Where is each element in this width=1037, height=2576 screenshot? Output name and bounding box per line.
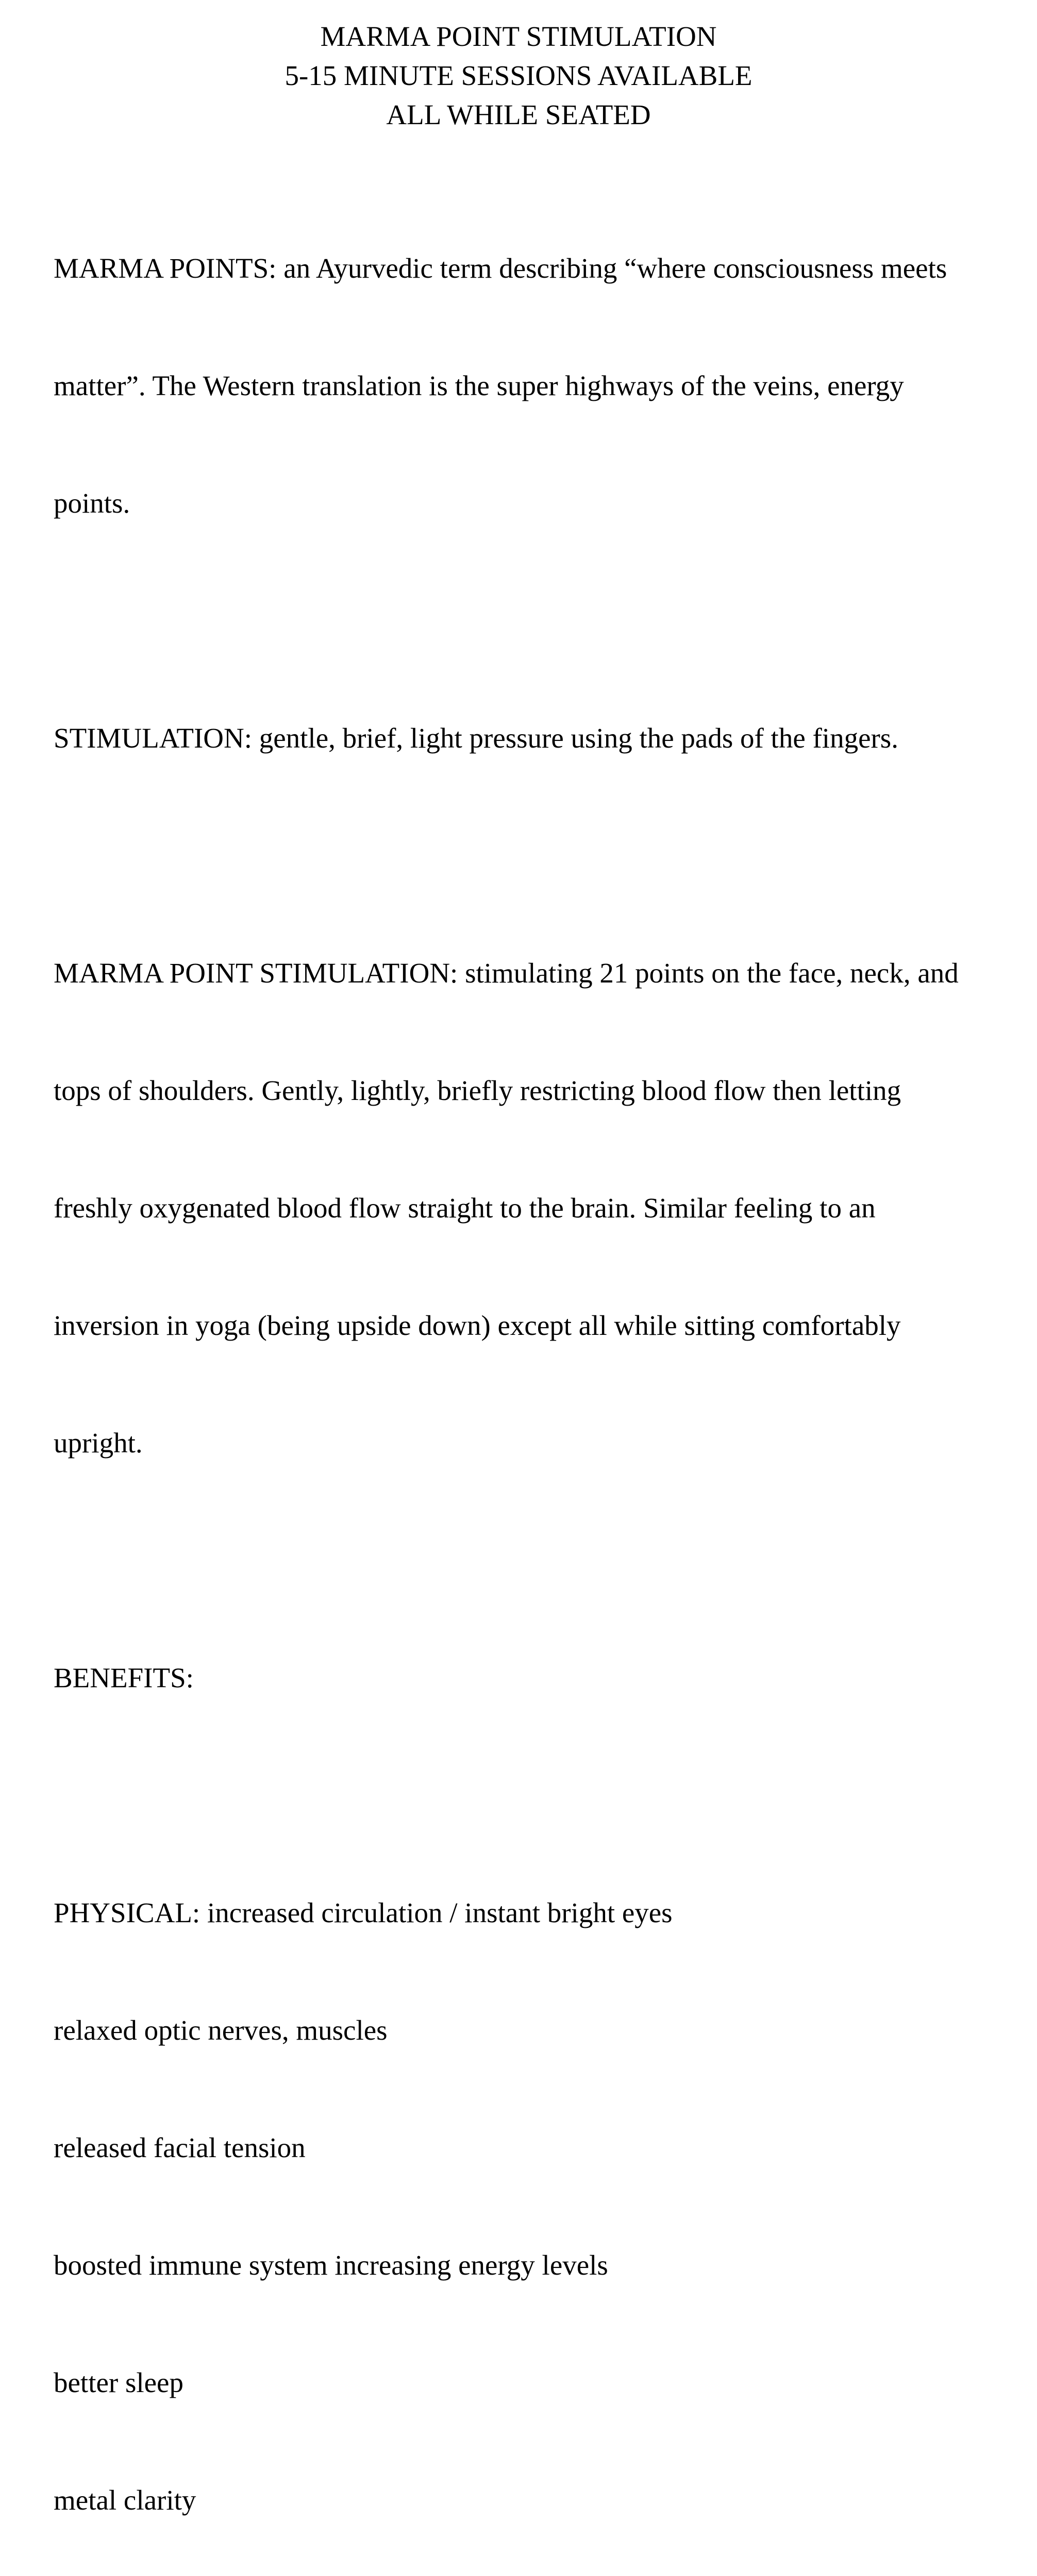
benefit-line: boosted immune system increasing energy levels (54, 2249, 608, 2281)
document-body (54, 171, 1023, 2576)
section-heading: BENEFITS: (54, 1662, 194, 1693)
paragraph-gap (54, 1776, 1023, 1815)
paragraph-gap (54, 601, 1023, 640)
paragraph-line: upright. (54, 1427, 143, 1459)
benefits-heading (54, 1580, 1023, 1776)
benefit-line: PHYSICAL: increased circulation / instant bright eyes (54, 1897, 673, 1928)
benefit-line: better sleep (54, 2367, 183, 2398)
paragraph-line: MARMA POINT STIMULATION: stimulating 21 points on the face, neck, and (54, 957, 959, 989)
paragraph-line: freshly oxygenated blood flow straight to the brain. Similar feeling to an (54, 1192, 876, 1224)
document-title (0, 17, 1037, 134)
paragraph-line: matter”. The Western translation is the super highways of the veins, energy (54, 370, 904, 401)
title-line: ALL WHILE SEATED (386, 99, 651, 130)
paragraph-line: inversion in yoga (being upside down) except all while sitting comfortably (54, 1310, 901, 1341)
title-line: MARMA POINT STIMULATION (320, 21, 717, 52)
paragraph-line: MARMA POINTS: an Ayurvedic term describing “where consciousness meets (54, 252, 947, 284)
benefit-line: released facial tension (54, 2132, 306, 2163)
paragraph-gap (54, 836, 1023, 875)
benefit-line: metal clarity (54, 2484, 196, 2516)
stimulation-paragraph (54, 640, 1023, 836)
paragraph-gap (54, 1541, 1023, 1580)
paragraph-line: points. (54, 487, 130, 519)
paragraph-line: tops of shoulders. Gently, lightly, briefly restricting blood flow then letting (54, 1075, 901, 1106)
paragraph-line: STIMULATION: gentle, brief, light pressure using the pads of the fingers. (54, 722, 898, 754)
benefits-list (54, 1815, 1023, 2576)
benefit-line: relaxed optic nerves, muscles (54, 2014, 388, 2046)
marma-point-stimulation-paragraph (54, 875, 1023, 1541)
marma-points-paragraph (54, 171, 1023, 601)
title-line: 5-15 MINUTE SESSIONS AVAILABLE (285, 60, 752, 91)
